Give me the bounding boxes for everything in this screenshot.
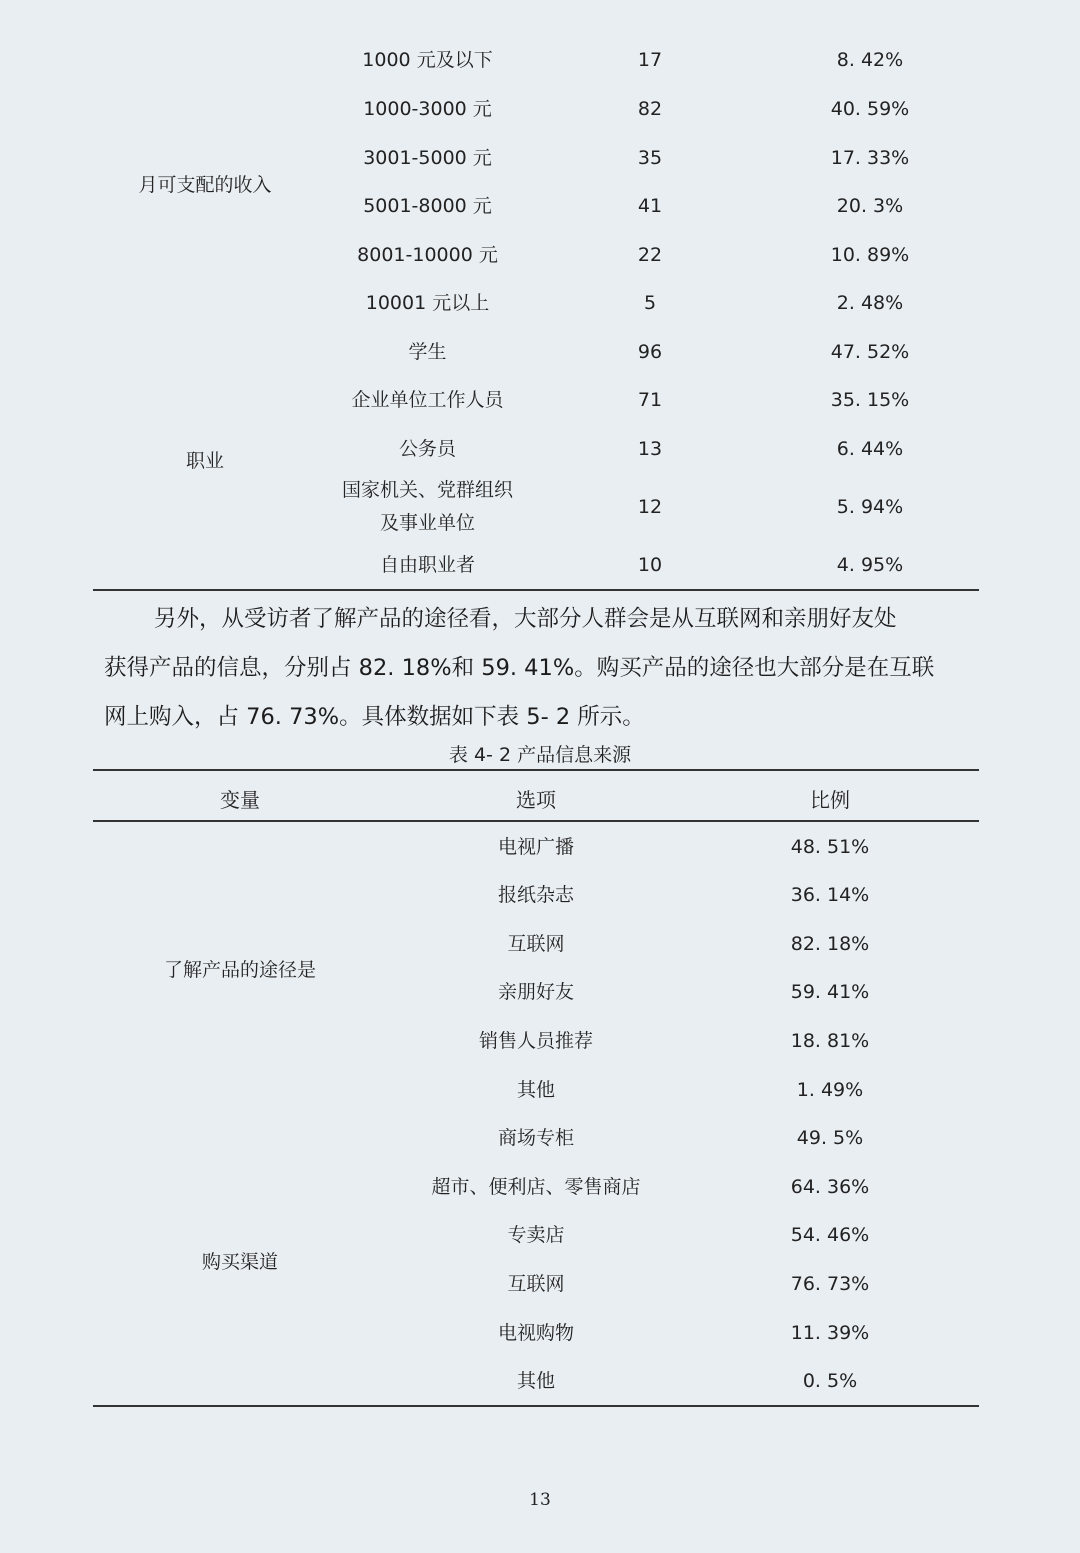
table2-row xyxy=(0,1272,1080,1320)
paragraph-line: 网上购入，占 76. 73%。具体数据如下表 5- 2 所示。 xyxy=(104,704,645,730)
table1-bottom-rule xyxy=(93,589,979,591)
table1-percent: 10. 89% xyxy=(830,244,910,266)
table1-count: 35 xyxy=(637,147,663,169)
table2-option: 超市、便利店、零售商店 xyxy=(431,1176,641,1198)
table2-header-rule xyxy=(93,820,979,822)
table2-row xyxy=(0,932,1080,980)
table1-count: 17 xyxy=(637,49,663,71)
table1-percent: 35. 15% xyxy=(830,389,910,411)
table2-ratio: 64. 36% xyxy=(790,1176,870,1198)
table1-row xyxy=(0,388,1080,436)
table2-row xyxy=(0,1126,1080,1174)
table2-header-variable: 变量 xyxy=(220,788,260,812)
table2-row xyxy=(0,883,1080,931)
table1-option: 10001 元以上 xyxy=(365,292,490,314)
table2-row xyxy=(0,1175,1080,1223)
table1-percent: 4. 95% xyxy=(836,554,904,576)
table1-row xyxy=(0,48,1080,96)
table1-row xyxy=(0,291,1080,339)
table2-bottom-rule xyxy=(93,1405,979,1407)
table1-option: 学生 xyxy=(408,341,447,363)
table1-count: 10 xyxy=(637,554,663,576)
table1-count: 96 xyxy=(637,341,663,363)
table1-option: 3001-5000 元 xyxy=(363,147,492,169)
table1-option-line2: 及事业单位 xyxy=(379,512,475,534)
table1-row xyxy=(0,243,1080,291)
table2-option: 亲朋好友 xyxy=(497,981,574,1003)
table2-row xyxy=(0,1321,1080,1369)
table2-row xyxy=(0,1223,1080,1271)
table2-row xyxy=(0,980,1080,1028)
table2-ratio: 18. 81% xyxy=(790,1030,870,1052)
table2-top-rule xyxy=(93,769,979,771)
table1-percent: 6. 44% xyxy=(836,438,904,460)
table1-percent: 2. 48% xyxy=(836,292,904,314)
table1-option-line1: 国家机关、党群组织 xyxy=(341,479,513,501)
table2-option: 商场专柜 xyxy=(497,1127,574,1149)
table1-count: 13 xyxy=(637,438,663,460)
table2-ratio: 59. 41% xyxy=(790,981,870,1003)
table1-option: 5001-8000 元 xyxy=(363,195,492,217)
page-number: 13 xyxy=(529,1490,551,1510)
table2-variable-purchase-channel: 购买渠道 xyxy=(201,1251,278,1273)
table1-row xyxy=(0,97,1080,145)
table1-option: 自由职业者 xyxy=(379,554,475,576)
table1-option: 1000-3000 元 xyxy=(363,98,492,120)
table1-row xyxy=(0,553,1080,601)
table2-ratio: 54. 46% xyxy=(790,1224,870,1246)
table1-option: 公务员 xyxy=(398,438,456,460)
table2-option: 销售人员推荐 xyxy=(478,1030,593,1052)
table1-percent: 17. 33% xyxy=(830,147,910,169)
table2-option: 报纸杂志 xyxy=(497,884,574,906)
table2-option: 电视购物 xyxy=(497,1322,574,1344)
table1-row xyxy=(0,340,1080,388)
table2-caption: 表 4- 2 产品信息来源 xyxy=(448,744,632,766)
paragraph-line: 获得产品的信息，分别占 82. 18%和 59. 41%。购买产品的途径也大部分是在互联 xyxy=(104,655,935,681)
table1-row xyxy=(0,194,1080,242)
table2-header-ratio: 比例 xyxy=(810,788,850,812)
table1-count: 82 xyxy=(637,98,663,120)
table2-ratio: 82. 18% xyxy=(790,933,870,955)
table1-count: 41 xyxy=(637,195,663,217)
paragraph-line: 另外，从受访者了解产品的途径看，大部分人群会是从互联网和亲朋好友处 xyxy=(154,606,897,632)
table2-ratio: 49. 5% xyxy=(796,1127,864,1149)
table2-ratio: 76. 73% xyxy=(790,1273,870,1295)
table1-option: 8001-10000 元 xyxy=(357,244,498,266)
table1-percent: 40. 59% xyxy=(830,98,910,120)
table1-count: 12 xyxy=(637,496,663,518)
table1-count: 71 xyxy=(637,389,663,411)
table1-variable-occupation: 职业 xyxy=(185,450,224,472)
table1-percent: 8. 42% xyxy=(836,49,904,71)
table1-row xyxy=(0,146,1080,194)
table1-count: 22 xyxy=(637,244,663,266)
table1-row xyxy=(0,478,1080,542)
table2-header-option: 选项 xyxy=(516,788,556,812)
table2-row xyxy=(0,1369,1080,1417)
table2-option: 电视广播 xyxy=(497,836,574,858)
table2-option: 其他 xyxy=(516,1370,555,1392)
table2-row xyxy=(0,1078,1080,1126)
table2-row xyxy=(0,835,1080,883)
table1-count: 5 xyxy=(643,292,657,314)
table2-ratio: 1. 49% xyxy=(796,1079,864,1101)
table2-ratio: 48. 51% xyxy=(790,836,870,858)
table2-ratio: 0. 5% xyxy=(802,1370,858,1392)
table2-option: 其他 xyxy=(516,1079,555,1101)
table2-ratio: 11. 39% xyxy=(790,1322,870,1344)
table2-option: 专卖店 xyxy=(507,1224,565,1246)
table2-variable-info-source: 了解产品的途径是 xyxy=(163,959,316,981)
table2-option: 互联网 xyxy=(507,1273,565,1295)
table1-variable-income: 月可支配的收入 xyxy=(138,174,272,196)
table1-percent: 20. 3% xyxy=(836,195,904,217)
table1-option: 企业单位工作人员 xyxy=(351,389,504,411)
table2-ratio: 36. 14% xyxy=(790,884,870,906)
table1-option: 1000 元及以下 xyxy=(362,49,493,71)
table1-percent: 5. 94% xyxy=(836,496,904,518)
table2-row xyxy=(0,1029,1080,1077)
table1-percent: 47. 52% xyxy=(830,341,910,363)
table2-option: 互联网 xyxy=(507,933,565,955)
